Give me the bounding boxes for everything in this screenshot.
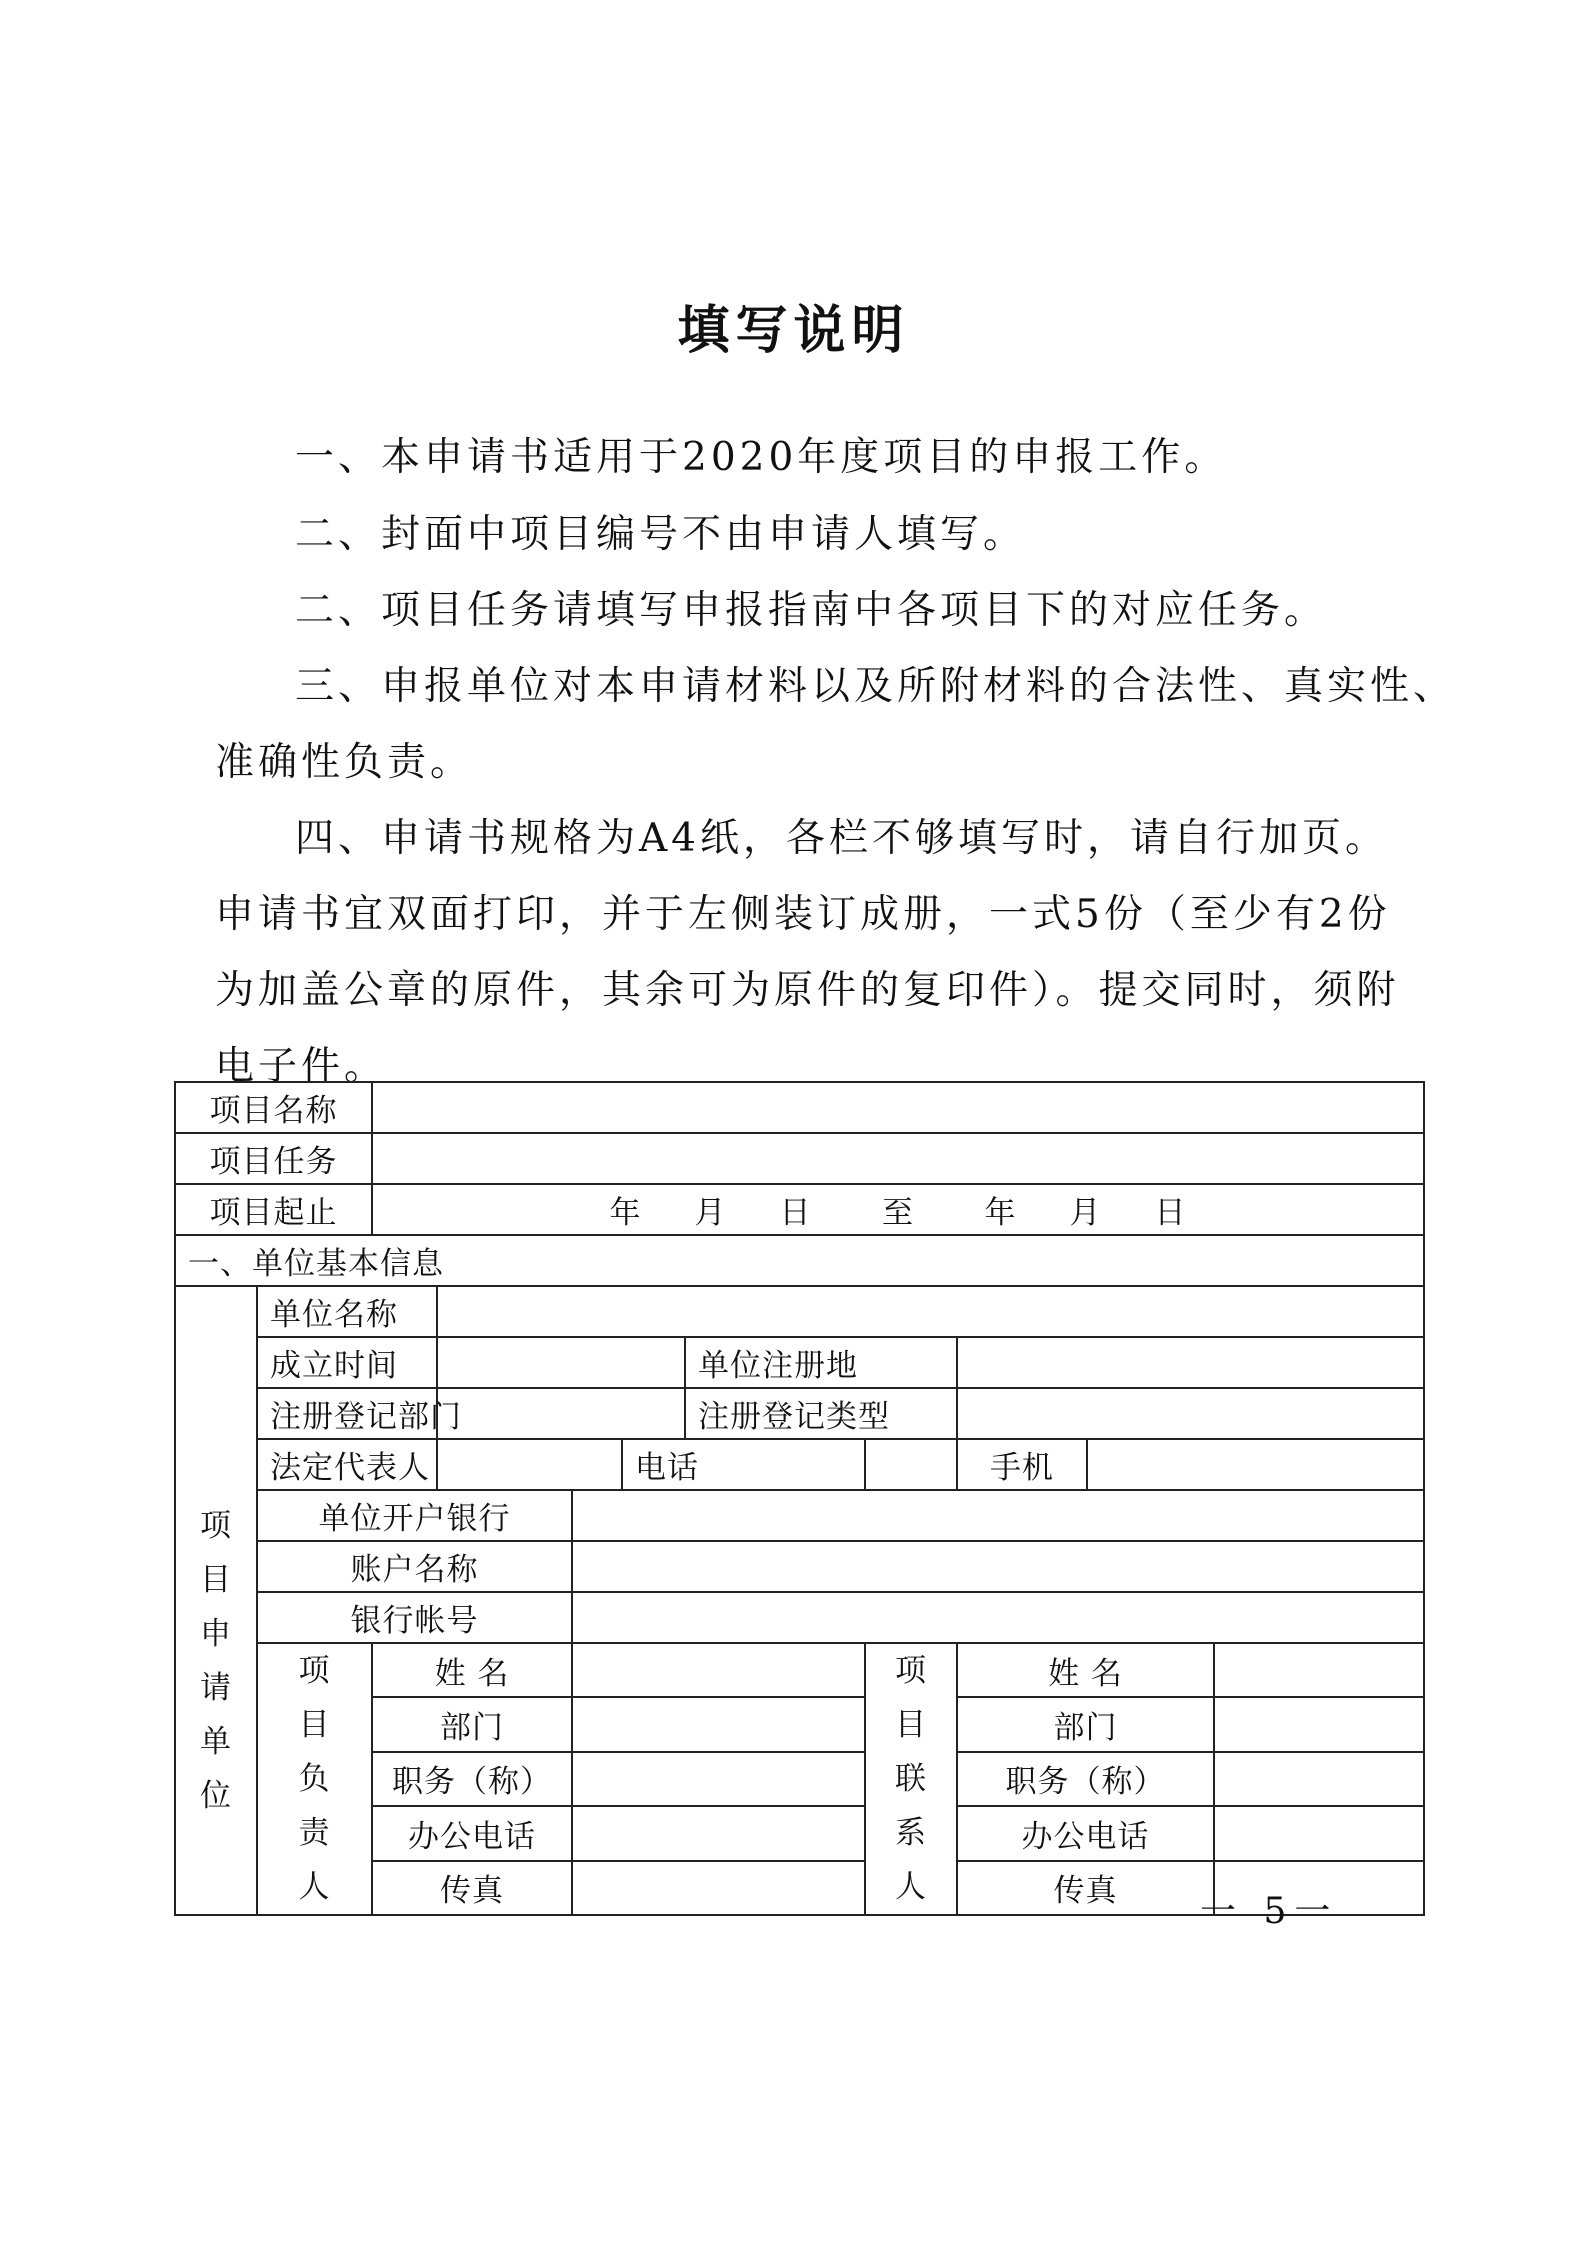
- field-leader-fax[interactable]: [572, 1861, 865, 1915]
- label-reg-type: 注册登记类型: [685, 1388, 957, 1439]
- instruction-3: 二、项目任务请填写申报指南中各项目下的对应任务。: [295, 588, 1328, 633]
- label-applicant-unit: 项 目 申 请 单 位: [175, 1286, 257, 1915]
- field-leader-title[interactable]: [572, 1752, 865, 1806]
- label-mobile: 手机: [957, 1439, 1087, 1490]
- field-leader-department[interactable]: [572, 1697, 865, 1751]
- field-founded-time[interactable]: [437, 1337, 685, 1388]
- instruction-2: 二、封面中项目编号不由申请人填写。: [295, 512, 1027, 557]
- label-contact-title: 职务（称）: [957, 1752, 1214, 1806]
- date-end-month: 月: [1069, 1195, 1102, 1231]
- label-project-contact: 项 目 联 系 人: [865, 1643, 957, 1915]
- instruction-5-line-3: 为加盖公章的原件，其余可为原件的复印件）。提交同时，须附: [215, 968, 1400, 1013]
- label-leader-fax: 传真: [372, 1861, 572, 1915]
- date-start-day: 日: [779, 1195, 812, 1231]
- field-contact-title[interactable]: [1214, 1752, 1424, 1806]
- label-project-name: 项目名称: [175, 1082, 372, 1133]
- label-account-name: 账户名称: [257, 1541, 572, 1592]
- date-start-month: 月: [694, 1195, 727, 1231]
- label-unit-name: 单位名称: [257, 1286, 437, 1337]
- field-reg-department[interactable]: [437, 1388, 685, 1439]
- instruction-5-line-4: 电子件。: [215, 1044, 388, 1089]
- label-leader-department: 部门: [372, 1697, 572, 1751]
- label-contact-fax: 传真: [957, 1861, 1214, 1915]
- date-start-year: 年: [609, 1195, 642, 1231]
- label-leader-name: 姓 名: [372, 1643, 572, 1697]
- instruction-4-line-2: 准确性负责。: [215, 740, 474, 785]
- field-project-period[interactable]: [372, 1184, 1424, 1235]
- field-leader-name[interactable]: [572, 1643, 865, 1697]
- label-project-period: 项目起止: [175, 1184, 372, 1235]
- field-contact-name[interactable]: [1214, 1643, 1424, 1697]
- label-phone: 电话: [622, 1439, 865, 1490]
- field-project-task[interactable]: [372, 1133, 1424, 1184]
- date-end-year: 年: [984, 1195, 1017, 1231]
- label-leader-title: 职务（称）: [372, 1752, 572, 1806]
- field-registered-place[interactable]: [957, 1337, 1424, 1388]
- instruction-4-line-1: 三、申报单位对本申请材料以及所附材料的合法性、真实性、: [295, 664, 1457, 709]
- label-founded-time: 成立时间: [257, 1337, 437, 1388]
- label-contact-name: 姓 名: [957, 1643, 1214, 1697]
- page-number: 一 5一: [1200, 1891, 1339, 1932]
- field-contact-department[interactable]: [1214, 1697, 1424, 1751]
- instruction-5-line-1: 四、申请书规格为A4纸，各栏不够填写时，请自行加页。: [295, 816, 1388, 861]
- label-bank-account: 银行帐号: [257, 1592, 572, 1643]
- field-project-name[interactable]: [372, 1082, 1424, 1133]
- label-leader-office-phone: 办公电话: [372, 1806, 572, 1860]
- instruction-1: 一、本申请书适用于2020年度项目的申报工作。: [295, 435, 1228, 480]
- field-bank[interactable]: [572, 1490, 1424, 1541]
- application-form-table: [174, 1081, 1425, 1916]
- instruction-5-line-2: 申请书宜双面打印，并于左侧装订成册，一式5份（至少有2份: [215, 892, 1391, 937]
- field-bank-account[interactable]: [572, 1592, 1424, 1643]
- label-bank: 单位开户银行: [257, 1490, 572, 1541]
- label-contact-department: 部门: [957, 1697, 1214, 1751]
- label-legal-rep: 法定代表人: [257, 1439, 437, 1490]
- date-to: 至: [882, 1195, 915, 1231]
- date-end-day: 日: [1154, 1195, 1187, 1231]
- field-account-name[interactable]: [572, 1541, 1424, 1592]
- field-reg-type[interactable]: [957, 1388, 1424, 1439]
- field-contact-office-phone[interactable]: [1214, 1806, 1424, 1860]
- label-reg-department: 注册登记部门: [257, 1388, 437, 1439]
- page-title: 填写说明: [677, 301, 910, 361]
- field-leader-office-phone[interactable]: [572, 1806, 865, 1860]
- label-project-leader: 项 目 负 责 人: [257, 1643, 372, 1915]
- field-phone[interactable]: [865, 1439, 957, 1490]
- field-mobile[interactable]: [1087, 1439, 1424, 1490]
- field-legal-rep[interactable]: [437, 1439, 622, 1490]
- field-unit-name[interactable]: [437, 1286, 1424, 1337]
- section-unit-basic-info: 一、单位基本信息: [175, 1235, 1424, 1286]
- label-registered-place: 单位注册地: [685, 1337, 957, 1388]
- label-contact-office-phone: 办公电话: [957, 1806, 1214, 1860]
- label-project-task: 项目任务: [175, 1133, 372, 1184]
